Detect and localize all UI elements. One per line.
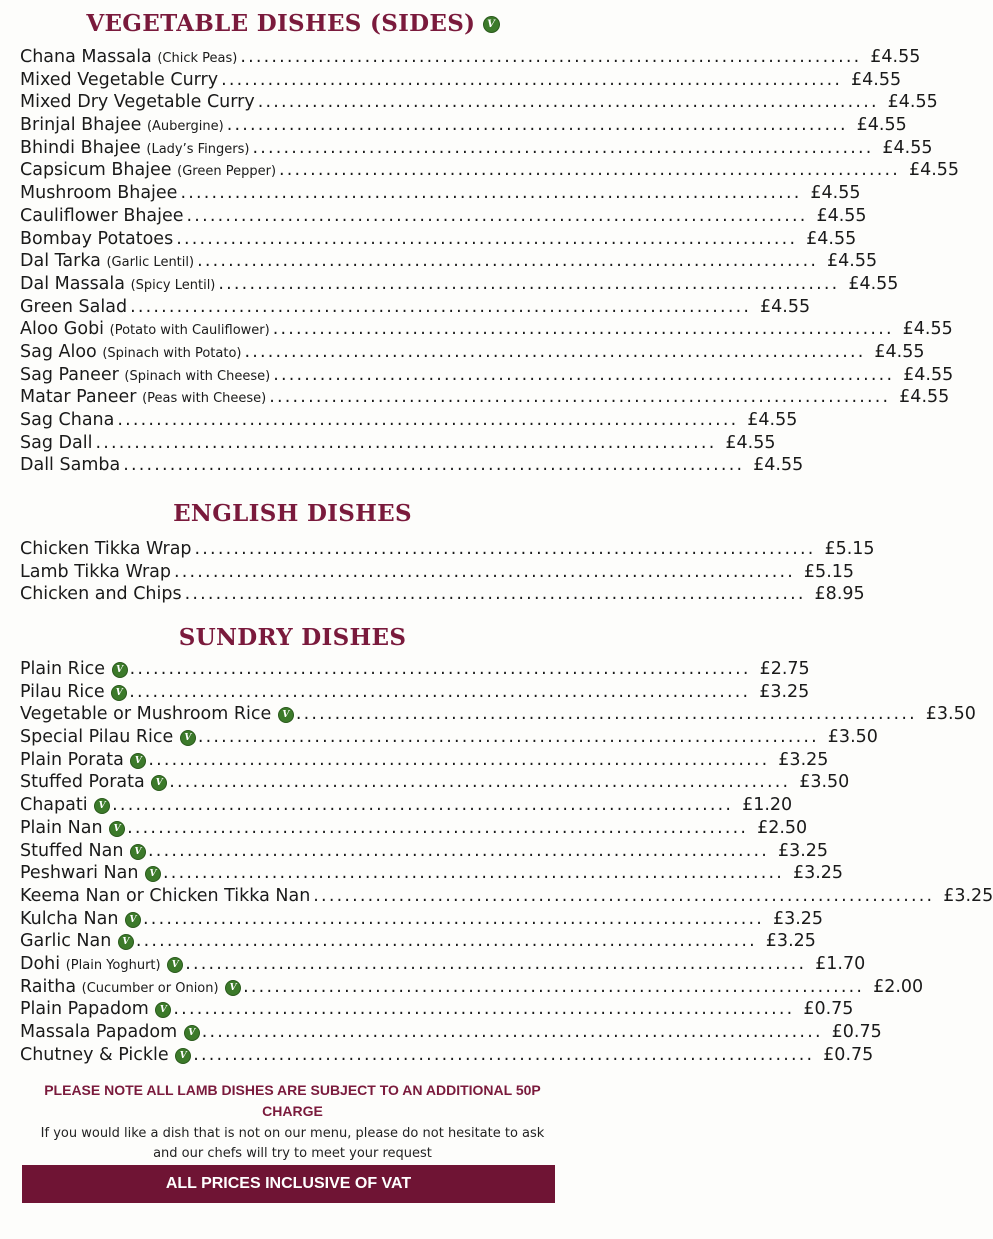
- menu-item-row: [20, 749, 829, 772]
- leader-dots: ................................................................................: [244, 341, 866, 362]
- dish-name-text: Mixed Vegetable Curry: [20, 69, 219, 90]
- dish-name: [20, 998, 170, 1021]
- dish-name-text: Dal Massala: [20, 273, 125, 294]
- leader-dots: ................................................................................: [226, 115, 848, 136]
- menu-item-row: [20, 953, 866, 976]
- vegetarian-v-icon: V: [110, 822, 124, 836]
- dish-name-text: Dall Samba: [20, 455, 121, 476]
- dish-price: £4.55: [851, 69, 902, 90]
- dish-name: [20, 749, 145, 772]
- menu-item-row: [20, 726, 878, 749]
- dish-name-text: Garlic Nan: [20, 931, 112, 952]
- dish-description: (Aubergine): [146, 119, 224, 135]
- leader-dots: ................................................................................: [130, 296, 752, 317]
- dish-price: £4.55: [899, 387, 950, 408]
- menu-item-row: [20, 341, 925, 364]
- section-title-sundry: [0, 624, 585, 651]
- dish-name-text: Matar Paneer: [20, 387, 137, 408]
- dish-price: £1.20: [742, 795, 793, 816]
- leader-dots: ................................................................................: [127, 817, 749, 838]
- dish-name-text: Raitha: [20, 976, 77, 997]
- dish-name-text: Chana Massala: [20, 47, 152, 67]
- dish-name-text: Chutney & Pickle: [20, 1044, 169, 1065]
- dish-description: (Garlic Lentil): [106, 255, 195, 271]
- leader-dots: ................................................................................: [279, 160, 901, 181]
- dish-description: (Cucumber or Onion): [81, 980, 219, 996]
- leader-dots: ................................................................................: [180, 183, 802, 204]
- dish-price: £2.75: [759, 659, 810, 679]
- menu-item-row: [20, 273, 899, 296]
- vegetarian-v-icon: V: [112, 686, 126, 700]
- dish-price: £3.50: [925, 704, 976, 725]
- dish-name: [20, 908, 140, 931]
- leader-dots: ................................................................................: [169, 772, 791, 793]
- dish-name: [20, 561, 171, 584]
- dish-name-text: Kulcha Nan: [20, 908, 119, 929]
- menu-item-row: [20, 296, 811, 319]
- leader-dots: ................................................................................: [143, 908, 765, 929]
- dish-name: [20, 159, 276, 184]
- menu-item-row: [20, 998, 854, 1021]
- special-request-note: [20, 1124, 565, 1164]
- dish-name-text: Bombay Potatoes: [20, 228, 174, 249]
- dish-name: [20, 182, 177, 205]
- dish-name: [20, 862, 160, 885]
- menu-item-row: [20, 583, 865, 606]
- section-title-sundry-text: SUNDRY DISHES: [178, 624, 407, 651]
- dish-name-text: Special Pilau Rice: [20, 727, 174, 748]
- dish-name: [20, 583, 182, 606]
- dish-name-text: Green Salad: [20, 296, 128, 317]
- dish-price: £4.55: [810, 183, 861, 204]
- vegetarian-v-icon: V: [168, 958, 182, 972]
- vegetarian-v-icon: V: [185, 1026, 199, 1040]
- dish-description: (Plain Yoghurt): [65, 957, 161, 973]
- dish-name-text: Capsicum Bhajee: [20, 160, 172, 181]
- dish-name-text: Plain Porata: [20, 749, 124, 770]
- leader-dots: ................................................................................: [186, 205, 808, 226]
- dish-name: [20, 409, 114, 432]
- dish-price: £4.55: [856, 115, 907, 136]
- dish-name-text: Aloo Gobi: [20, 319, 105, 340]
- vegetarian-v-icon: V: [119, 935, 133, 949]
- leader-dots: ................................................................................: [123, 455, 745, 476]
- dish-price: £3.25: [792, 863, 844, 884]
- dish-name: [20, 794, 109, 817]
- leader-dots: ................................................................................: [257, 92, 879, 113]
- leader-dots: ................................................................................: [295, 704, 917, 725]
- menu-item-row: [20, 137, 933, 160]
- dish-name: [20, 681, 126, 704]
- menu-item-row: [20, 318, 953, 341]
- dish-description: (Peas with Cheese): [142, 391, 267, 407]
- dish-price: £4.55: [882, 137, 933, 158]
- leader-dots: ................................................................................: [129, 681, 751, 702]
- menu-item-row: [20, 228, 857, 251]
- dish-price: £0.75: [823, 1044, 874, 1065]
- leader-dots: ................................................................................: [201, 1022, 823, 1042]
- dish-description: (Chick Peas): [157, 51, 238, 66]
- english-dish-list: [20, 538, 875, 606]
- dish-price: £4.55: [903, 364, 954, 385]
- menu-item-row: [20, 658, 810, 681]
- dish-name: [20, 771, 166, 794]
- dish-name: [20, 817, 124, 840]
- menu-item-row: [20, 840, 829, 863]
- menu-item-row: [20, 432, 776, 455]
- menu-item-row: [20, 681, 810, 704]
- vegetarian-v-icon: V: [146, 867, 160, 881]
- dish-name: [20, 137, 249, 162]
- dish-name: [20, 341, 241, 366]
- leader-dots: ................................................................................: [313, 885, 935, 906]
- vegetarian-v-icon: V: [113, 663, 127, 677]
- dish-name: [20, 930, 133, 953]
- dish-price: £2.50: [757, 817, 808, 838]
- dish-name-text: Peshwari Nan: [20, 863, 139, 884]
- leader-dots: ................................................................................: [129, 659, 751, 679]
- dish-price: £4.55: [870, 47, 921, 67]
- dish-description: (Lady’s Fingers): [146, 141, 250, 157]
- menu-item-row: [20, 1044, 874, 1067]
- dish-name-text: Cauliflower Bhajee: [20, 205, 184, 226]
- dish-price: £3.25: [777, 840, 829, 861]
- section-title-english-text: ENGLISH DISHES: [173, 500, 412, 527]
- dish-name-text: Stuffed Porata: [20, 772, 145, 793]
- dish-price: £3.50: [827, 727, 878, 748]
- menu-item-row: [20, 561, 855, 584]
- vegetarian-v-icon: V: [126, 913, 140, 927]
- dish-name-text: Lamb Tikka Wrap: [20, 561, 171, 582]
- dish-name-text: Massala Papadom: [20, 1022, 178, 1042]
- leader-dots: ................................................................................: [197, 251, 819, 272]
- dish-description: (Potato with Cauliflower): [109, 323, 270, 339]
- dish-price: £4.55: [902, 319, 953, 340]
- vegetarian-v-icon: V: [152, 776, 166, 790]
- dish-name: [20, 538, 192, 561]
- leader-dots: ................................................................................: [117, 410, 739, 430]
- section-title-vegetable: [0, 10, 585, 37]
- dish-price: £5.15: [824, 539, 875, 559]
- vegetarian-v-icon: V: [181, 731, 195, 745]
- menu-item-row: [20, 862, 844, 885]
- section-title-vegetable-text: VEGETABLE DISHES (SIDES): [86, 10, 476, 37]
- menu-item-row: [20, 794, 793, 817]
- dish-name: [20, 46, 237, 71]
- menu-item-row: [20, 1021, 882, 1044]
- dish-price: £3.25: [759, 681, 810, 702]
- dish-description: (Spinach with Cheese): [124, 368, 271, 384]
- dish-name: [20, 703, 293, 726]
- dish-description: (Green Pepper): [177, 164, 277, 180]
- dish-description: (Spinach with Potato): [102, 345, 242, 361]
- dish-name: [20, 953, 182, 978]
- section-title-english: [0, 500, 585, 527]
- menu-item-row: [20, 409, 798, 432]
- vegetarian-v-icon: V: [484, 17, 499, 32]
- vat-banner: ALL PRICES INCLUSIVE OF VAT: [22, 1165, 555, 1203]
- dish-price: £3.50: [799, 772, 850, 793]
- dish-name-text: Vegetable or Mushroom Rice: [20, 704, 272, 725]
- dish-name: [20, 69, 218, 92]
- dish-price: £5.15: [803, 561, 855, 582]
- dish-price: £3.25: [943, 885, 993, 906]
- dish-price: £4.55: [827, 251, 878, 272]
- menu-item-row: [20, 976, 924, 999]
- leader-dots: ................................................................................: [272, 319, 894, 340]
- menu-item-row: [20, 46, 921, 69]
- dish-name-text: Sag Chana: [20, 410, 115, 430]
- leader-dots: ................................................................................: [185, 953, 807, 974]
- dish-name: [20, 205, 184, 228]
- dish-name-text: Plain Nan: [20, 817, 103, 838]
- dish-name-text: Chicken and Chips: [20, 584, 182, 605]
- dish-name-text: Stuffed Nan: [20, 840, 124, 861]
- vegetarian-v-icon: V: [176, 1049, 190, 1063]
- leader-dots: ................................................................................: [240, 47, 862, 67]
- dish-price: £4.55: [816, 205, 867, 226]
- dish-price: £1.70: [815, 953, 866, 974]
- menu-item-row: [20, 114, 907, 137]
- dish-price: £4.55: [725, 432, 776, 453]
- leader-dots: ................................................................................: [135, 931, 757, 952]
- dish-price: £4.55: [848, 273, 899, 294]
- vegetarian-v-icon: V: [131, 845, 145, 859]
- dish-price: £4.55: [887, 92, 938, 113]
- menu-item-row: [20, 538, 875, 561]
- dish-name: [20, 364, 270, 389]
- dish-name: [20, 432, 92, 455]
- leader-dots: ................................................................................: [184, 584, 806, 605]
- leader-dots: ................................................................................: [221, 69, 843, 90]
- leader-dots: ................................................................................: [194, 539, 816, 559]
- dish-price: £4.55: [874, 341, 925, 362]
- dish-name: [20, 273, 215, 298]
- dish-name-text: Pilau Rice: [20, 681, 105, 702]
- leader-dots: ................................................................................: [243, 976, 865, 997]
- lamb-note-line-1: PLEASE NOTE ALL LAMB DISHES ARE SUBJECT TO AN ADDITIONAL 50P: [44, 1082, 541, 1098]
- dish-name-text: Sag Dall: [20, 432, 93, 453]
- request-note-line-2: and our chefs will try to meet your request: [153, 1146, 432, 1161]
- menu-item-row: [20, 386, 950, 409]
- dish-price: £0.75: [803, 999, 854, 1020]
- menu-item-row: [20, 205, 867, 228]
- dish-price: £4.55: [908, 160, 960, 181]
- menu-item-row: [20, 250, 878, 273]
- leader-dots: ................................................................................: [252, 137, 874, 158]
- dish-name: [20, 840, 145, 863]
- menu-item-row: [20, 454, 804, 477]
- dish-name-text: Mushroom Bhajee: [20, 183, 178, 204]
- vegetable-dish-list: [20, 46, 960, 477]
- dish-price: £0.75: [831, 1022, 882, 1042]
- leader-dots: ................................................................................: [176, 228, 798, 249]
- vegetarian-v-icon: V: [226, 981, 240, 995]
- leader-dots: ................................................................................: [174, 561, 796, 582]
- leader-dots: ................................................................................: [112, 795, 734, 816]
- dish-name-text: Dal Tarka: [20, 251, 101, 272]
- menu-item-row: [20, 930, 816, 953]
- dish-name: [20, 454, 120, 477]
- dish-name-text: Keema Nan or Chicken Tikka Nan: [20, 885, 311, 906]
- dish-name-text: Plain Papadom: [20, 999, 149, 1020]
- request-note-line-1: If you would like a dish that is not on our menu, please do not hesitate to ask: [40, 1126, 545, 1141]
- vegetarian-v-icon: V: [279, 708, 293, 722]
- dish-price: £8.95: [814, 584, 865, 605]
- dish-name: [20, 658, 127, 681]
- dish-name: [20, 250, 194, 275]
- leader-dots: ................................................................................: [148, 749, 770, 770]
- dish-description: (Spicy Lentil): [130, 277, 216, 293]
- dish-price: £4.55: [760, 296, 811, 317]
- leader-dots: ................................................................................: [95, 432, 717, 453]
- menu-item-row: [20, 908, 824, 931]
- leader-dots: ................................................................................: [148, 840, 770, 861]
- menu-item-row: [20, 364, 954, 387]
- dish-name-text: Dohi: [20, 953, 61, 974]
- dish-price: £4.55: [747, 410, 798, 430]
- menu-item-row: [20, 69, 902, 92]
- dish-name-text: Mixed Dry Vegetable Curry: [20, 92, 255, 113]
- dish-name: [20, 976, 240, 1001]
- dish-name-text: Brinjal Bhajee: [20, 115, 142, 136]
- leader-dots: ................................................................................: [269, 387, 891, 408]
- dish-price: £3.25: [765, 931, 816, 952]
- dish-name: [20, 228, 173, 251]
- dish-name: [20, 1044, 190, 1067]
- lamb-note-line-2: CHARGE: [262, 1103, 323, 1119]
- dish-name: [20, 726, 195, 749]
- dish-price: £4.55: [806, 228, 857, 249]
- dish-name-text: Sag Aloo: [20, 341, 97, 362]
- dish-price: £3.25: [778, 749, 829, 770]
- vegetarian-v-icon: V: [156, 1003, 170, 1017]
- menu-item-row: [20, 703, 976, 726]
- dish-name: [20, 91, 255, 114]
- leader-dots: ................................................................................: [273, 364, 895, 385]
- menu-item-row: [20, 771, 850, 794]
- menu-item-row: [20, 91, 938, 114]
- dish-name-text: Chicken Tikka Wrap: [20, 539, 192, 559]
- dish-price: £2.00: [873, 976, 924, 997]
- dish-name: [20, 1021, 199, 1044]
- vegetarian-v-icon: V: [95, 799, 109, 813]
- dish-price: £4.55: [753, 455, 804, 476]
- dish-name-text: Chapati: [20, 795, 88, 816]
- dish-name-text: Sag Paneer: [20, 364, 119, 385]
- menu-item-row: [20, 182, 861, 205]
- dish-price: £3.25: [772, 908, 824, 929]
- vegetarian-v-icon: V: [131, 754, 145, 768]
- dish-name-text: Plain Rice: [20, 659, 106, 679]
- dish-name-text: Bhindi Bhajee: [20, 137, 141, 158]
- dish-name: [20, 885, 310, 908]
- leader-dots: ................................................................................: [193, 1044, 815, 1065]
- dish-name: [20, 114, 224, 139]
- leader-dots: ................................................................................: [218, 273, 840, 294]
- menu-item-row: [20, 159, 960, 182]
- leader-dots: ................................................................................: [197, 727, 819, 748]
- leader-dots: ................................................................................: [173, 999, 795, 1020]
- dish-name: [20, 296, 127, 319]
- menu-item-row: [20, 885, 993, 908]
- dish-name: [20, 318, 270, 343]
- sundry-dish-list: [20, 658, 993, 1066]
- leader-dots: ................................................................................: [163, 863, 785, 884]
- lamb-surcharge-note: [30, 1080, 555, 1122]
- dish-name: [20, 386, 266, 411]
- menu-item-row: [20, 817, 808, 840]
